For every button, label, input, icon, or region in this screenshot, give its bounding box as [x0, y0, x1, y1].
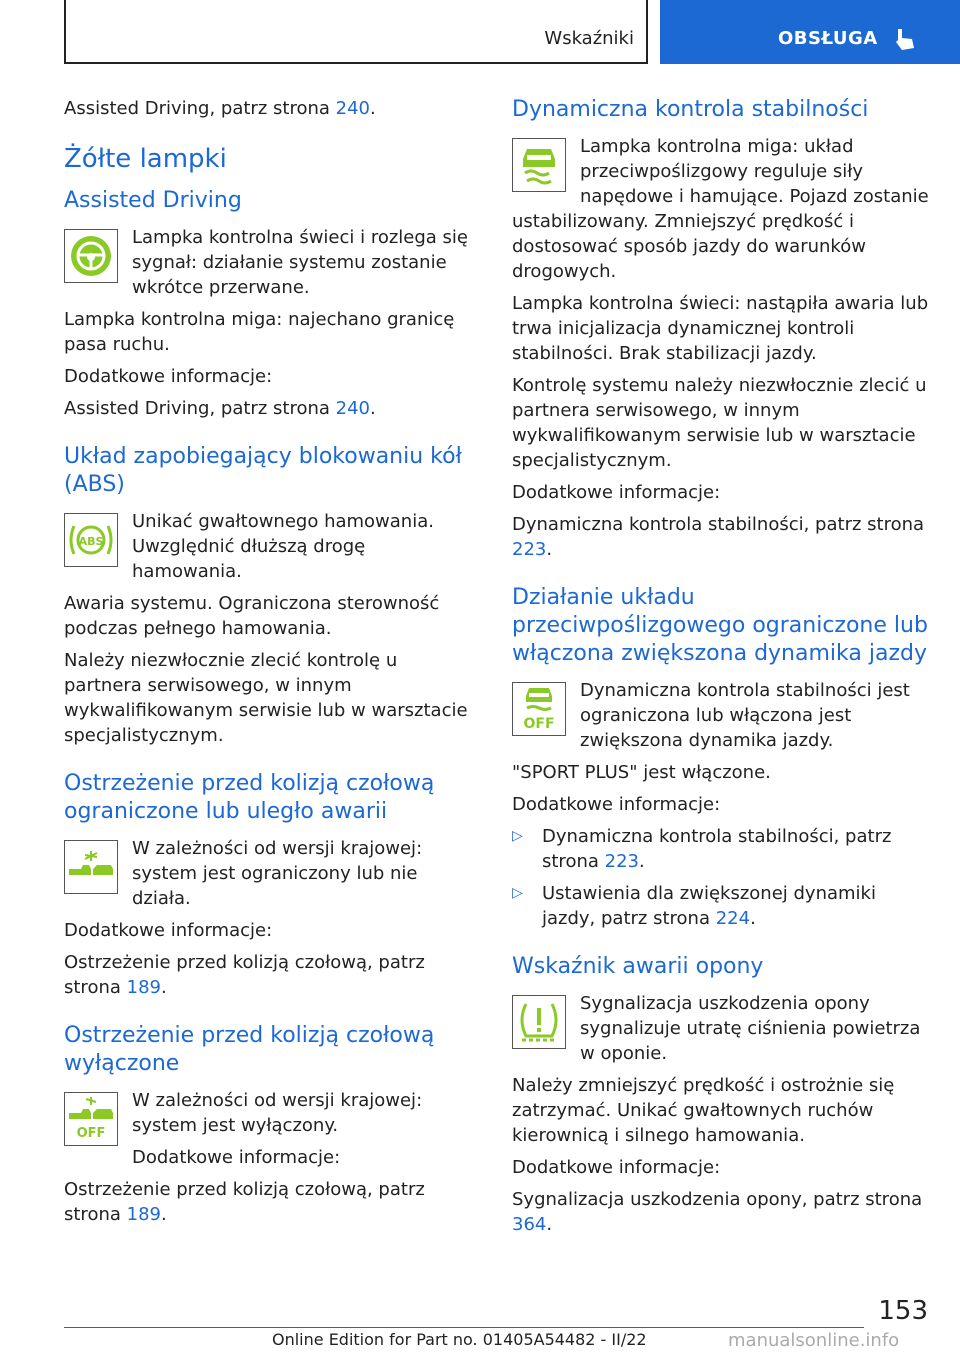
left-column: Assisted Driving, patrz strona 240. Żółte lampki Assisted Driving Lampka kontrolna świeci i rozlega się sygnał: działanie systemu zostanie wkrótce przerwane. Lampka kontrolna miga: najechano granicę pasa ruchu. Dodatkowe informacje: Assisted Driving, patrz strona 240. Układ zapobiegający blokowaniu kół (ABS) ABS Unikać gwałtownego hamowania. Uwzględnić dłuższą drogę hamowania. Awaria systemu. Ograniczona sterowność podczas pełnego hamowania. Należy niezwłocznie zlecić kontrolę u partnera serwisowego, w innym wykwalifikowanym serwisie lub w warsztacie specjalistycznym. Ostrzeżenie przed kolizją czołową ograniczone lub uległo awarii W zależności od wersji krajowej: system jest ograniczony lub nie działa. Dodatkowe informacje: Ostrzeżenie przed kolizją czołową, patrz strona 189. Ostrzeżenie przed kolizją czołową wyłączone OFF W zależności od wersji krajowej: system jest wyłączony. Dodatkowe informacje: Ostrzeżenie przed kolizją czołową, patrz strona 189.	[64, 96, 478, 1234]
header-chapter-box	[660, 0, 960, 64]
main-title: Żółte lampki	[64, 144, 227, 174]
indicator-block: OFF Dynamiczna kontrola stabilności jest ograniczona lub włączona jest zwiększona dynamika jazdy.	[512, 678, 930, 760]
indicator-block: ABS Unikać gwałtownego hamowania. Uwzględnić dłuższą drogę hamowania. Awaria systemu. Ograniczona sterowność podczas pełnego hamowania.	[64, 511, 440, 639]
indicator-block: Lampka kontrolna miga: układ przeciwpoślizgowy reguluje siły napędowe i hamujące. Pojazd zostanie ustabilizowany. Zmniejszyć prędkość i dostosować sposób jazdy do warunków drogowych.	[512, 136, 929, 282]
tire-pressure-icon	[512, 995, 566, 1049]
page-link[interactable]: 364	[512, 1214, 547, 1235]
collision-warning-off-icon	[64, 1092, 118, 1146]
page-number: 153	[878, 1296, 928, 1326]
page-link[interactable]: 189	[126, 977, 161, 998]
section-title-assisted-driving: Assisted Driving	[64, 188, 242, 213]
section-title-collision-off: Ostrzeżenie przed kolizją czołową wyłączone	[64, 1023, 435, 1076]
stability-control-off-icon	[512, 682, 566, 736]
svg-text:ABS: ABS	[78, 535, 104, 548]
svg-text:OFF: OFF	[523, 716, 555, 732]
header-section-title: Wskaźniki	[544, 28, 634, 49]
list-item: ▷ Dynamiczna kontrola stabilności, patrz strona 223.	[512, 826, 892, 872]
watermark: manualsonline.info	[728, 1330, 900, 1351]
page-link[interactable]: 223	[512, 539, 547, 560]
collision-warning-icon	[64, 840, 118, 894]
page-link[interactable]: 189	[126, 1204, 161, 1225]
footer-divider	[64, 1327, 864, 1328]
triangle-bullet-icon: ▷	[512, 885, 523, 901]
section-title-stability: Dynamiczna kontrola stabilności	[512, 97, 869, 122]
indicator-block: Sygnalizacja uszkodzenia opony sygnalizuje utratę ciśnienia powietrza w oponie.	[512, 991, 930, 1073]
page-link[interactable]: 240	[335, 98, 370, 119]
intro-reference: Assisted Driving, patrz strona 240.	[64, 98, 376, 119]
footer-edition: Online Edition for Part no. 01405A54482 - II/22	[272, 1330, 647, 1349]
svg-text:OFF: OFF	[76, 1126, 106, 1141]
header-section-box	[64, 0, 648, 64]
page-link[interactable]: 240	[335, 398, 370, 419]
indicator-block: OFF W zależności od wersji krajowej: system jest wyłączony. Dodatkowe informacje:	[64, 1088, 478, 1177]
hand-pointer-icon	[892, 26, 918, 52]
abs-icon	[64, 513, 118, 567]
list-item: ▷ Ustawienia dla zwiększonej dynamiki jazdy, patrz strona 224.	[512, 883, 876, 929]
triangle-bullet-icon: ▷	[512, 828, 523, 844]
steering-wheel-icon	[64, 229, 118, 283]
indicator-block: W zależności od wersji krajowej: system jest ograniczony lub nie działa. Dodatkowe informacje:	[64, 838, 423, 941]
section-title-abs: Układ zapobiegający blokowaniu kół (ABS)	[64, 444, 462, 497]
section-title-collision-limited: Ostrzeżenie przed kolizją czołową ograniczone lub uległo awarii	[64, 771, 435, 824]
section-title-stability-limited: Działanie układu przeciwpoślizgowego ograniczone lub włączona zwiększona dynamika jazdy	[512, 585, 928, 666]
header-chapter-title: OBSŁUGA	[778, 28, 878, 49]
right-column: Dynamiczna kontrola stabilności Lampka kontrolna miga: układ przeciwpoślizgowy reguluje siły napędowe i hamujące. Pojazd zostanie ustabilizowany. Zmniejszyć prędkość i dostosować sposób jazdy do warunków drogowych. Lampka kontrolna świeci: nastąpiła awaria lub trwa inicjalizacja dynamicznej kontroli stabilności. Brak stabilizacji jazdy. Kontrolę systemu należy niezwłocznie zlecić u partnera serwisowego, w innym wykwalifikowanym serwisie lub w warsztacie specjalistycznym. Dodatkowe informacje: Dynamiczna kontrola stabilności, patrz strona 223. Działanie układu przeciwpoślizgowego ograniczone lub włączona zwiększona dynamika jazdy OFF Dynamiczna kontrola stabilności jest ograniczona lub włączona jest zwiększona dynamika jazdy. "SPORT PLUS" jest włączone. Dodatkowe informacje: ▷ Dynamiczna kontrola stabilności, patrz strona 223. ▷ Ustawienia dla zwiększonej dynamiki jazdy, patrz strona 224. Wskaźnik awarii opony Sygnalizacja uszkodzenia opony sygnalizuje utratę ciśnienia powietrza w oponie. Należy zmniejszyć prędkość i ostrożnie się zatrzymać. Unikać gwałtownych ruchów kierownicą i silnego hamowania. Dodatkowe informacje: Sygnalizacja uszkodzenia opony, patrz strona 364.	[512, 97, 929, 1235]
stability-control-icon	[512, 138, 566, 192]
page-link[interactable]: 224	[715, 908, 751, 929]
indicator-block: Lampka kontrolna świeci i rozlega się sygnał: działanie systemu zostanie wkrótce przerwane.	[64, 225, 478, 307]
page-link[interactable]: 223	[604, 851, 639, 872]
section-title-tire: Wskaźnik awarii opony	[512, 954, 764, 979]
